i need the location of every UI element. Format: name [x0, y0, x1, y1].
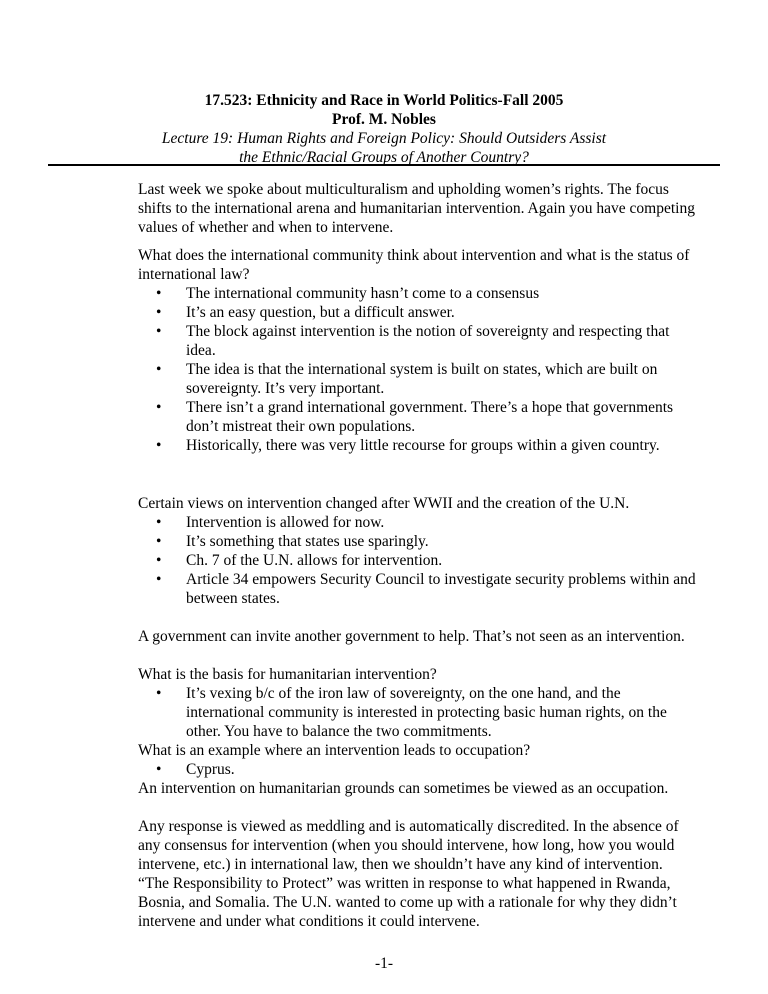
paragraph-9: “The Responsibility to Protect” was written in response to what happened in Rwanda, Bosnia, and Somalia. The U.N. wanted to come up with a rationale for why they didn’t intervene and under what conditions it could intervene. [138, 875, 677, 930]
header-divider [48, 164, 720, 166]
bullet-list-2 [138, 513, 698, 608]
paragraph-7: An intervention on humanitarian grounds can sometimes be viewed as an occupation. [138, 780, 669, 797]
list-item: • Article 34 empowers Security Council to investigate security problems within and between states. [156, 571, 696, 607]
course-title: 17.523: Ethnicity and Race in World Politics-Fall 2005 [204, 92, 564, 109]
list-item: • The block against intervention is the notion of sovereignty and respecting that idea. [156, 323, 670, 359]
bullet-list-1 [138, 284, 698, 455]
paragraph-3: Certain views on intervention changed after WWII and the creation of the U.N. [138, 495, 630, 512]
bullet-icon: • [156, 533, 162, 550]
bullet-icon: • [156, 285, 162, 302]
page-number: -1- [374, 955, 394, 972]
paragraph-8: Any response is viewed as meddling and is automatically discredited. In the absence of any consensus for intervention (when you should intervene, how long, how you would intervene, etc.) in international law, then we shouldn’t have any kind of intervention. [138, 818, 679, 873]
professor-name: Prof. M. Nobles [332, 111, 436, 128]
list-item: • It’s something that states use sparingly. [156, 533, 429, 550]
list-item: • The international community hasn’t come to a consensus [156, 285, 540, 302]
bullet-icon: • [156, 437, 162, 454]
bullet-icon: • [156, 323, 162, 340]
paragraph-1: Last week we spoke about multiculturalism and upholding women’s rights. The focus shifts to the international arena and humanitarian intervention. Again you have competing values of whether and when to intervene. [138, 181, 695, 236]
bullet-list-4 [138, 760, 698, 779]
bullet-icon: • [156, 399, 162, 416]
bullet-icon: • [156, 514, 162, 531]
bullet-icon: • [156, 361, 162, 378]
list-item: • Ch. 7 of the U.N. allows for intervention. [156, 552, 443, 569]
bullet-icon: • [156, 685, 162, 702]
paragraph-6: What is an example where an intervention leads to occupation? [138, 742, 531, 759]
lecture-title-line-2: the Ethnic/Racial Groups of Another Country? [239, 149, 529, 166]
list-item: • It’s vexing b/c of the iron law of sovereignty, on the one hand, and the international community is interested in protecting basic human rights, on the other. You have to balance the two commitments. [156, 685, 667, 740]
bullet-icon: • [156, 552, 162, 569]
list-item: • The idea is that the international system is built on states, which are built on sovereignty. It’s very important. [156, 361, 658, 397]
paragraph-4: A government can invite another government to help. That’s not seen as an intervention. [138, 628, 685, 645]
bullet-icon: • [156, 304, 162, 321]
bullet-icon: • [156, 571, 162, 588]
list-item: • There isn’t a grand international government. There’s a hope that governments don’t mistreat their own populations. [156, 399, 674, 435]
paragraph-2: What does the international community think about intervention and what is the status of international law? [138, 247, 690, 283]
paragraph-5: What is the basis for humanitarian intervention? [138, 666, 437, 683]
list-item: • Intervention is allowed for now. [156, 514, 385, 531]
list-item: • Cyprus. [156, 761, 235, 778]
bullet-icon: • [156, 761, 162, 778]
list-item: • It’s an easy question, but a difficult answer. [156, 304, 455, 321]
list-item: • Historically, there was very little recourse for groups within a given country. [156, 437, 660, 454]
bullet-list-3 [138, 684, 698, 741]
lecture-title-line-1: Lecture 19: Human Rights and Foreign Policy: Should Outsiders Assist [161, 130, 607, 147]
